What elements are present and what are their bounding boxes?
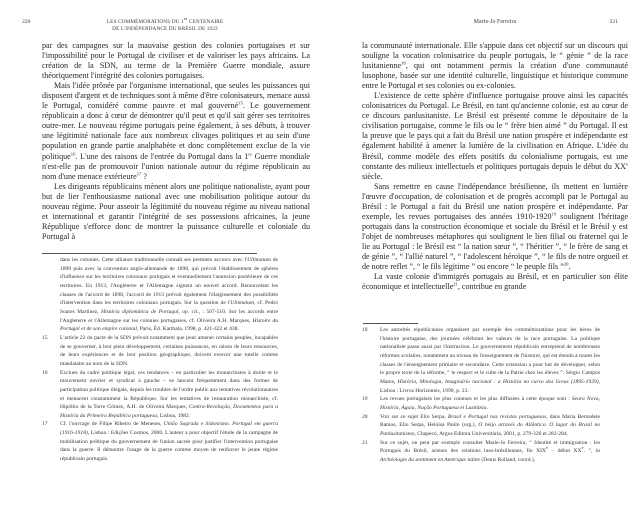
paragraph: par des campagnes sur la mauvaise gestion des colonies portugaises et sur l'impossibilité pour le Portugal de civiliser et de valoriser les pays africains. La création de la SDN, au terme de la Première Guerre mondiale, assure théoriquement l'intégrité des colonies portugaises. [42, 41, 310, 81]
footnote-ref[interactable]: 15 [238, 100, 243, 106]
paragraph: Les dirigeants républicains mènent alors une politique nationaliste, ayant pour but de lier l'enthousiasme national avec une mobilisation politique autour du nouveau régime. Pour asseoir la légitimité du nouveau régime au niveau national et international et garantir l'intégrité de ses possessions africaines, la jeune République s'efforce donc de montrer la puissance culturelle et coloniale du Portugal à [42, 181, 310, 241]
footnote-18: 18 Les autorités républicaines organisent par exemple des commémorations pour les héros de l'histoire portugaise, des journées célébrant les valeurs de la race portugaise. La politique nationaliste passe aussi par l'instruction. Le gouvernement républicain entreprend de nombreuses réformes scolaires, notamment au niveau de l'enseignement de l'histoire, qui est étendu à toutes les classes de l'enseignement primaire et secondaire. Cette extension a pour but de développer, selon le propre texte de la réforme, “ le respect et le culte de la Patrie chez les élèves ”. Sérgio Campos Matos, História, Mitologia, Imaginário nacional : a História no curso dos liceus (1895-1939), Lisboa : Livros Horizontes, 1990, p. 23. [362, 327, 600, 394]
footnotes-right [362, 326, 600, 465]
footnote-17: 17 Cf. l'ouvrage de Filipe Ribeiro de Meneses, União Sagrada e Sidonismo. Portugal em guerra (1916-1918), Lisboa : Edições Cosmos, 2000. L'auteur a pour objectif l'étude de la campagne de mobilisation politique du gouvernement de l'union sacrée pour justifier l'intervention portugaise dans la guerre. Il démontre l'usage de la guerre comme moyen de renforcer le jeune régime républicain portugais. [42, 421, 278, 463]
right-page [320, 0, 640, 512]
page-number-right: 221 [609, 19, 618, 25]
running-head-left: LES COMMÉMORATIONS DU 1er CENTENAIRE DE L'INDÉPENDANCE DU BRÉSIL DE 1922 [106, 16, 224, 33]
footnote-20: 20 Voir sur ce sujet Elio Serpa, Brasil e Portugal nas revistas portuguesas, dans Maria Bernadete Ramos, Elio Serpa, Heloísa Paulo (org.), O beijo através do Atlântico. O lugar do Brasil no Panlusitanismo, Chapecó, Argos Editora Universitária, 2001, p. 279-326 et 282-284. [362, 413, 600, 437]
footnote-continuation: dans les colonies. Cette alliance traditionnelle connaît ses premiers accrocs avec l'Ultimatum de 1890 puis avec la convention anglo-allemande de 1898, qui prévoit l'établissement de sphères d'influence sur les territoires coloniaux portugais et éventuellement l'annexion postérieure de ces territoires. En 1913, l'Angleterre et l'Allemagne signent un nouvel accord. Renouvelant les clauses de l'accord de 1898, l'accord de 1913 prévoit également l'élargissement des possibilités d'intervention dans les territoires coloniaux portugais. Sur la question de l'Ultimatum, cf. Pedro Soares Martinez, História diplomática de Portugal, op. cit., : 507-510. Sur les accords entre l'Angleterre et l'Allemagne sur les colonies portugaises, cf. Oliveira A.H. Marques, Histoire du Portugal et de son empire colonial, Paris, Éd. Karthala, 1998, p. 421-422 et 438. [60, 257, 279, 333]
page-number-left: 220 [22, 19, 31, 25]
footnote-ref[interactable]: 18 [401, 60, 406, 66]
paragraph: la communauté internationale. Elle s'appuie dans cet objectif sur un discours qui souligne la vocation colonisatrice du peuple portugais, le “ génie ” de la race lusitanienne$^{18}$, qui ont notamment permis la création d'une communauté lusophone, basée sur une identité culturelle, linguistique et historique commune entre le Portugal et ses colonies ou ex-colonies. [362, 41, 628, 91]
paragraph: Mais l'idée prônée par l'organisme international, que seules les puissances qui disposent d'argent et de techniques sont à même d'être colonisateurs, menace aussi le Portugal, considéré comme pauvre et mal gouverné$^{15}$. Le gouvernement républicain a donc à cœur de démontrer qu'il peut et qu'il sait gérer ses territoires outre-mer. Le nouveau régime portugais peine également, à ses débuts, à trouver une légitimité nationale face aux nombreux clivages politiques et au sein d'une population en grande partie analphabète et donc complètement exclue de la vie politique$^{16}$. L'une des raisons de l'entrée du Portugal dans la 1re Guerre mondiale n'est-elle pas de promouvoir l'union nationale autour du régime républicain au nom d'une menace extérieure$^{17}$ ? [42, 81, 311, 181]
footnote-ref[interactable]: 19 [551, 211, 557, 217]
footnote-15: 15 L'article 22 du pacte de la SDN prévoit notamment que pour amener certains peuples, incapables de se gouverner, à leur plein développement, certaines puissances, en raison de leurs ressources, de leurs expériences et de leur position géographique, doivent exercer une tutelle comme mandataire au nom de la SDN. [42, 334, 278, 367]
footnote-separator [363, 323, 418, 324]
footnotes-left [42, 256, 278, 464]
running-head-right: Marie-Jo Ferreira [473, 19, 517, 25]
footnote-ref[interactable]: 21 [453, 281, 458, 287]
paragraph: La vaste colonie d'immigrés portugais au Brésil, et en particulier son élite économique et intellectuelle$^{21}$, contribue en grande [362, 272, 628, 292]
footnote-16: 16 Exclues du cadre politique légal, ces tendances – en particulier les monarchistes à droite et le mouvement ouvrier et syndical à gauche – se lancent fréquemment dans des formes de participation politique illégale, depuis les troubles de l'ordre public aux tentatives révolutionnaires et menacent constamment la République. Sur les tentatives de restauration monarchiste, cf. Hipólito de la Torre Gómez, A.H. de Oliveira Marques, Contra-Revolução, Documentos para a História da Primeira República portuguesa, Lisboa, 1982. [42, 369, 278, 419]
body-text-right [362, 41, 628, 292]
footnote-21: 21 Sur ce sujet, on peut par exemple consulter Marie-Jo Ferreira, “ Identité et immigration : les Portugais du Brésil, acteurs des relations luso-brésiliennes, fin XIXe – début XXe. ”, in Archéologie du sentiment en Amérique latine (Denis Rolland, coord.), [362, 439, 600, 463]
footnote-ref[interactable]: 17 [136, 170, 142, 176]
body-text-left [42, 41, 310, 242]
footnote-ref[interactable]: 20 [563, 261, 569, 267]
footnote-19: 19 Les revues portugaises les plus connues et les plus diffusées à cette époque sont : Seara Nova, História, Águia, Nação Portuguesa et Lusitânia. [362, 396, 600, 411]
paragraph: L'existence de cette sphère d'influence portugaise prouve ainsi les capacités colonisatrices du Portugal. Le Brésil, en tant qu'ancienne colonie, est au cœur de ce discours panlusitaniste. Le Brésil est présenté comme le dépositaire de la civilisation portugaise, comme le fils ou le “ frère bien aimé ” du Portugal. Il est la preuve que le pays qui a fait du Brésil une nation prospère et indépendante est également habilité à amener la lumière de la civilisation en Afrique. L'idée du Brésil, comme modèle des effets positifs du colonialisme portugais, est une constante des milieux intellectuels et politiques portugais depuis le début du XXe siècle. [362, 91, 628, 181]
footnote-separator [42, 253, 257, 254]
footnote-ref[interactable]: 16 [70, 150, 76, 156]
paragraph: Sans remettre en cause l'indépendance brésilienne, ils mettent en lumière l'œuvre d'occupation, de colonisation et de progrès accompli par le Portugal au Brésil : le Portugal a fait du Brésil une nation prospère et indépendante. Par exemple, les revues portugaises des années 1910-1920$^{19}$ soulignent l'héritage portugais dans la construction économique et sociale du Brésil et le Brésil y est l'objet de nombreuses métaphores qui soulignent le lien filial ou fraternel qui le lie au Portugal : le Brésil est “ la nation sœur ”, “ l'héritier ”, “ le frère de sang et de génie ”, “ l'allié naturel ”, “ l'adolescent héroïque ”, “ le fils de notre orgueil et de notre reflet ”, “ le fils légitime ” ou encore “ le peuple fils ”$^{20}$. [362, 181, 628, 272]
